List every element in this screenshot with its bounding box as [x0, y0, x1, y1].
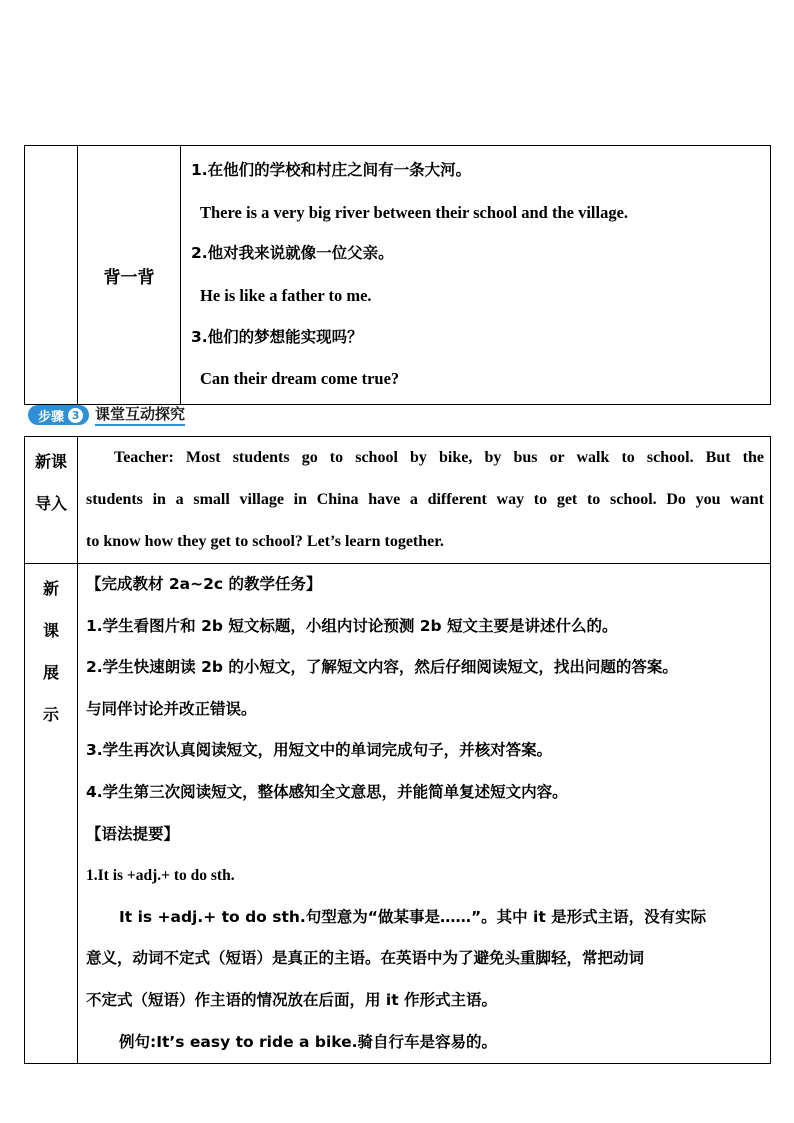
recite-item-zh: 2.他对我来说就像一位父亲。 [191, 244, 394, 263]
intro-label [25, 437, 78, 564]
task-line: 4.学生第三次阅读短文，整体感知全文意思，并能简单复述短文内容。 [86, 782, 568, 801]
intro-row [25, 437, 771, 564]
recite-item-en: There is a very big river between their school and the village. [200, 202, 629, 222]
intro-label-line: 新课 [34, 452, 67, 471]
grammar-line: 不定式（短语）作主语的情况放在后面，用 it 作形式主语。 [86, 990, 498, 1009]
show-label [25, 564, 78, 1064]
show-label-char: 课 [42, 621, 59, 640]
task-line: 3.学生再次认真阅读短文，用短文中的单词完成句子，并核对答案。 [86, 741, 553, 760]
intro-line: Teacher: Most students go to school by bike, by bus or walk to school. But the [114, 449, 764, 466]
recite-item-zh: 3.他们的梦想能实现吗？ [191, 327, 363, 346]
recite-content [181, 146, 771, 405]
show-label-char: 新 [42, 579, 59, 598]
recite-item-en: Can their dream come true? [200, 369, 400, 389]
show-row [25, 564, 771, 1064]
show-label-char: 示 [42, 705, 59, 724]
recite-item-en: He is like a father to me. [200, 286, 372, 306]
recite-item-zh: 1.在他们的学校和村庄之间有一条大河。 [191, 161, 472, 179]
recite-table [24, 145, 771, 405]
recite-row [25, 146, 771, 405]
recite-heading: 背一背 [78, 146, 181, 405]
lesson-table [24, 436, 771, 1064]
intro-line: students in a small village in China have a different way to get to school. Do you want [86, 491, 764, 508]
step-label: 步骤 [38, 409, 65, 425]
section-heading: 【完成教材 2a~2c 的教学任务】 [86, 575, 322, 593]
task-line: 2.学生快速朗读 2b 的小短文，了解短文内容，然后仔细阅读短文，找出问题的答案。 [86, 658, 678, 677]
step-title: 课堂互动探究 [95, 405, 185, 426]
show-content [78, 564, 771, 1064]
example-line: 例句:It’s easy to ride a bike.骑自行车是容易的。 [119, 1032, 498, 1051]
step-badge [28, 405, 89, 425]
recite-empty-cell [25, 146, 78, 405]
show-label-char: 展 [42, 663, 59, 682]
grammar-line: 意义，动词不定式（短语）是真正的主语。在英语中为了避免头重脚轻，常把动词 [86, 949, 645, 968]
task-line: 与同伴讨论并改正错误。 [86, 699, 257, 718]
section-heading: 【语法提要】 [86, 824, 180, 843]
intro-line: to know how they get to school? Let’s learn together. [86, 533, 444, 550]
intro-label-line: 导入 [34, 494, 67, 513]
step-number-icon: 3 [68, 408, 83, 423]
intro-content [78, 437, 771, 564]
grammar-line: It is +adj.+ to do sth.句型意为“做某事是……”。其中 it 是形式主语，没有实际 [119, 907, 707, 926]
grammar-title: 1.It is +adj.+ to do sth. [86, 867, 235, 885]
task-line: 1.学生看图片和 2b 短文标题，小组内讨论预测 2b 短文主要是讲述什么的。 [86, 616, 618, 635]
step-header [28, 405, 185, 425]
